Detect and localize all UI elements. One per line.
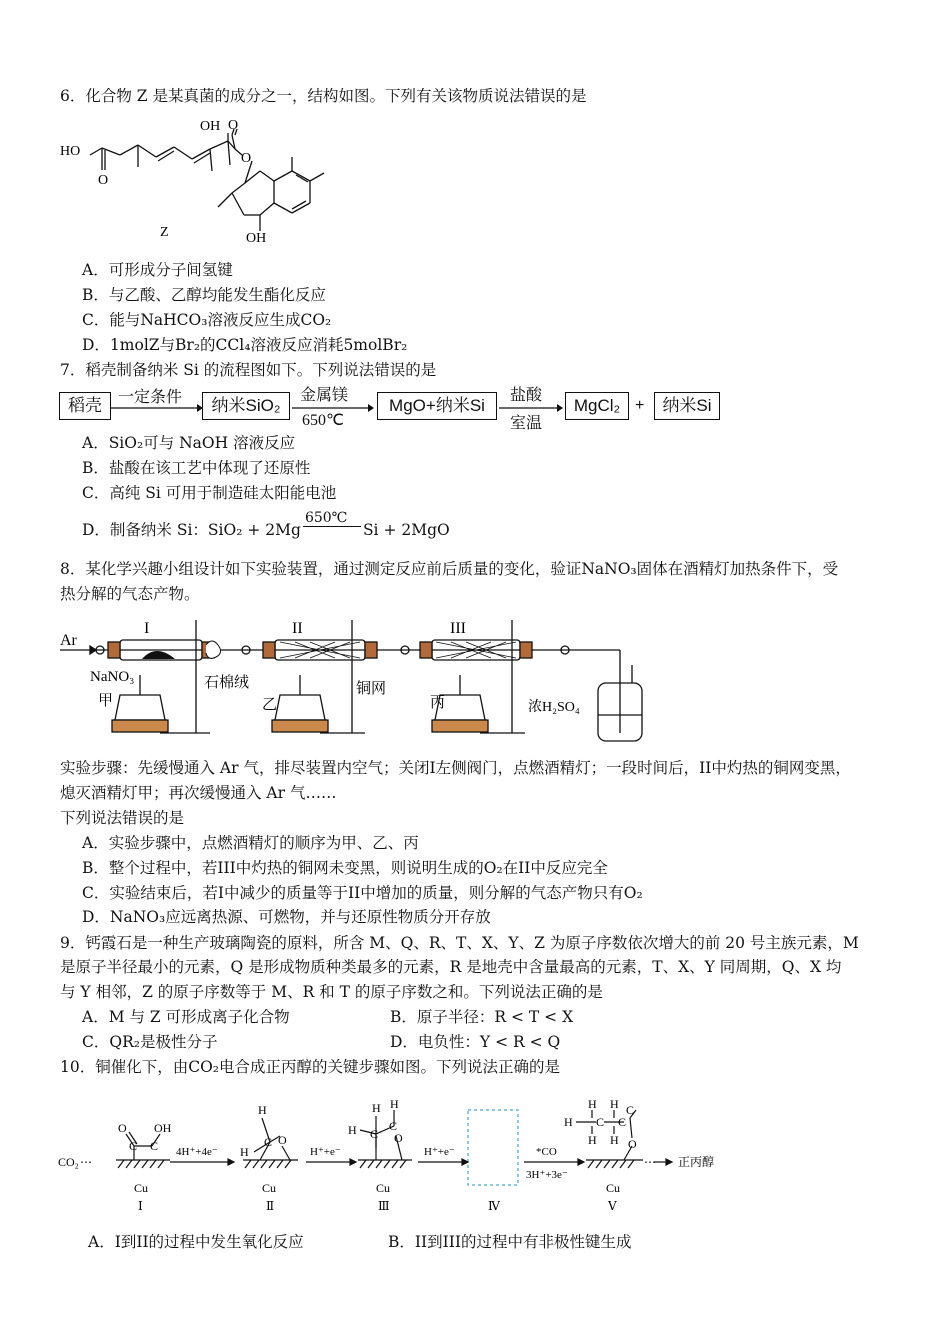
q7-option-d-condition: 650℃ bbox=[304, 510, 348, 526]
atom-ii-c: C bbox=[264, 1135, 273, 1149]
q8-stem-line1: 8．某化学兴趣小组设计如下实验装置，通过测定反应前后质量的变化，验证NaNO₃固体在酒精灯加热条件下，受 bbox=[60, 560, 839, 578]
apparatus-ar: Ar bbox=[60, 632, 77, 649]
flow-arrow2-top: 金属镁 bbox=[300, 387, 349, 404]
scheme-arrow4-bot: 3H⁺+3e⁻ bbox=[526, 1169, 568, 1181]
q9-line2: 是原子半径最小的元素，Q 是形成物质种类最多的元素，R 是地壳中含量最高的元素，T、X、Y 同周期，Q、X 均 bbox=[60, 958, 842, 976]
scheme-arrow2: H⁺+e⁻ bbox=[310, 1146, 341, 1158]
apparatus-mesh: 铜网 bbox=[356, 681, 387, 697]
q7-stem: 7．稻壳制备纳米 Si 的流程图如下。下列说法错误的是 bbox=[60, 361, 437, 379]
apparatus-asbestos: 石棉绒 bbox=[204, 675, 250, 691]
q9-line3: 与 Y 相邻，Z 的原子序数等于 M、R 和 T 的原子序数之和。下列说法正确的是 bbox=[60, 983, 603, 1001]
q6-option-a: A．可形成分子间氢键 bbox=[82, 261, 233, 279]
apparatus-iii: III bbox=[450, 620, 466, 637]
scheme-arrow4-top: *CO bbox=[536, 1146, 557, 1158]
atom-i-c1: C bbox=[129, 1139, 138, 1153]
z-o-ring: O bbox=[241, 151, 252, 166]
z-o-left: O bbox=[98, 173, 109, 188]
atom-v-c1: C bbox=[596, 1115, 605, 1129]
q6-structure-z bbox=[60, 115, 330, 245]
flow-arrow3-top: 盐酸 bbox=[510, 387, 543, 404]
atom-iii-c2: C bbox=[389, 1119, 398, 1133]
scheme-stage-1: Ⅰ bbox=[138, 1199, 143, 1213]
scheme-product: 正丙醇 bbox=[678, 1155, 715, 1169]
q10-stem: 10．铜催化下，由CO₂电合成正丙醇的关键步骤如图。下列说法正确的是 bbox=[60, 1058, 561, 1076]
apparatus-i: I bbox=[144, 620, 150, 637]
flow-arrow2-bot: 650℃ bbox=[302, 412, 344, 429]
q7-option-d bbox=[82, 510, 450, 540]
z-oh-bottom: OH bbox=[246, 231, 267, 246]
q6-stem: 6．化合物 Z 是某真菌的成分之一，结构如图。下列有关该物质说法错误的是 bbox=[60, 87, 587, 105]
q8-option-d: D．NaNO₃应远离热源、可燃物，并与还原性物质分开存放 bbox=[82, 908, 491, 926]
scheme-cu-3: Cu bbox=[376, 1181, 391, 1195]
q10-scheme bbox=[58, 1090, 738, 1220]
z-ho-left: HO bbox=[60, 144, 81, 159]
svg-text:⋯: ⋯ bbox=[80, 1155, 92, 1169]
scheme-cu-5: Cu bbox=[606, 1181, 621, 1195]
q6-option-b: B．与乙酸、乙醇均能发生酯化反应 bbox=[82, 286, 326, 304]
q10-option-a: A．I到II的过程中发生氧化反应 bbox=[88, 1233, 304, 1251]
atom-iii-h1: H bbox=[372, 1101, 381, 1115]
flow-box-rice-husk: 稻壳 bbox=[59, 392, 111, 420]
q7-option-d-prefix: D．制备纳米 Si：SiO₂ + 2Mg bbox=[82, 521, 301, 539]
q6-option-c: C．能与NaHCO₃溶液反应生成CO₂ bbox=[82, 311, 332, 329]
q8-ask: 下列说法错误的是 bbox=[60, 809, 185, 827]
atom-v-h1: H bbox=[588, 1097, 597, 1111]
atom-v-h5: H bbox=[610, 1133, 619, 1147]
flow-arrow-2 bbox=[292, 404, 372, 412]
atom-ii-h1: H bbox=[258, 1103, 267, 1117]
scheme-arrow1: 4H⁺+4e⁻ bbox=[176, 1146, 218, 1158]
q6-option-d: D．1molZ与Br₂的CCl₄溶液反应消耗5molBr₂ bbox=[82, 336, 408, 354]
apparatus-lamp-jia: 甲 bbox=[98, 693, 114, 709]
flow-arrow1-label: 一定条件 bbox=[118, 389, 183, 406]
flow-box-nano-sio2: 纳米SiO₂ bbox=[202, 392, 290, 420]
atom-v-h2: H bbox=[610, 1097, 619, 1111]
atom-v-h3: H bbox=[564, 1115, 573, 1129]
flow-box-mgcl2: MgCl₂ bbox=[565, 392, 629, 420]
scheme-co2: CO₂ bbox=[58, 1155, 79, 1169]
apparatus-ii: II bbox=[292, 620, 303, 637]
z-oh-top: OH bbox=[200, 119, 221, 134]
q8-step-line1: 实验步骤：先缓慢通入 Ar 气，排尽装置内空气；关闭I左侧阀门，点燃酒精灯；一段时间后，II中灼热的铜网变黑， bbox=[60, 759, 851, 777]
flow-arrow-1 bbox=[111, 404, 201, 412]
atom-ii-h2: H bbox=[240, 1145, 249, 1159]
atom-iii-h3: H bbox=[348, 1123, 357, 1137]
atom-v-c3: C bbox=[626, 1103, 635, 1117]
flow-box-mgo-si: MgO+纳米Si bbox=[377, 392, 497, 420]
atom-iii-o: O bbox=[394, 1131, 403, 1145]
atom-ii-o: O bbox=[278, 1133, 287, 1147]
atom-v-o: O bbox=[628, 1137, 637, 1151]
z-o-ester: O bbox=[228, 118, 239, 133]
q7-option-a: A．SiO₂可与 NaOH 溶液反应 bbox=[82, 434, 296, 452]
atom-v-c2: C bbox=[618, 1115, 627, 1129]
atom-i-o: O bbox=[118, 1121, 127, 1135]
q7-option-c: C．高纯 Si 可用于制造硅太阳能电池 bbox=[82, 484, 337, 502]
q10-option-b: B．II到III的过程中有非极性键生成 bbox=[388, 1233, 632, 1251]
apparatus-h2so4: 浓H₂SO₄ bbox=[528, 700, 580, 715]
flow-arrow-3 bbox=[499, 404, 563, 412]
q8-option-a: A．实验步骤中，点燃酒精灯的顺序为甲、乙、丙 bbox=[82, 834, 419, 852]
scheme-stage-5: Ⅴ bbox=[608, 1199, 617, 1213]
atom-iii-c1: C bbox=[370, 1127, 379, 1141]
svg-text:⋯: ⋯ bbox=[644, 1155, 656, 1169]
scheme-stage-3: Ⅲ bbox=[378, 1199, 390, 1213]
z-label: Z bbox=[160, 225, 169, 240]
q9-option-d: D．电负性：Y < R < Q bbox=[390, 1033, 561, 1051]
q8-option-b: B．整个过程中，若III中灼热的铜网未变黑，则说明生成的O₂在II中反应完全 bbox=[82, 859, 608, 877]
scheme-arrow3: H⁺+e⁻ bbox=[424, 1146, 455, 1158]
atom-i-oh: OH bbox=[154, 1121, 172, 1135]
flow-box-nano-si: 纳米Si bbox=[654, 392, 720, 420]
q9-option-c: C．QR₂是极性分子 bbox=[82, 1033, 218, 1051]
flow-arrow3-bot: 室温 bbox=[510, 415, 543, 432]
atom-v-h4: H bbox=[588, 1133, 597, 1147]
scheme-stage-2: Ⅱ bbox=[266, 1199, 275, 1213]
flow-plus: + bbox=[635, 397, 645, 414]
q9-option-a: A．M 与 Z 可形成离子化合物 bbox=[82, 1008, 290, 1026]
q8-apparatus bbox=[60, 615, 660, 745]
atom-i-c2: C bbox=[150, 1139, 159, 1153]
q9-option-b: B．原子半径：R < T < X bbox=[390, 1008, 574, 1026]
q9-line1: 9．钙霞石是一种生产玻璃陶瓷的原料，所含 M、Q、R、T、X、Y、Z 为原子序数依次增大的前 20 号主族元素，M bbox=[60, 934, 859, 952]
apparatus-nano3: NaNO₃ bbox=[90, 669, 135, 685]
q8-stem-line2: 热分解的气态产物。 bbox=[60, 585, 200, 603]
q7-option-b: B．盐酸在该工艺中体现了还原性 bbox=[82, 459, 311, 477]
apparatus-lamp-bing: 丙 bbox=[430, 695, 446, 711]
q8-step-line2: 熄灭酒精灯甲；再次缓慢通入 Ar 气…… bbox=[60, 784, 337, 802]
scheme-cu-1: Cu bbox=[134, 1181, 149, 1195]
scheme-cu-2: Cu bbox=[262, 1181, 277, 1195]
scheme-stage-4: Ⅳ bbox=[488, 1199, 500, 1213]
q8-option-c: C．实验结束后，若I中减少的质量等于II中增加的质量，则分解的气态产物只有O₂ bbox=[82, 884, 643, 902]
atom-iii-h2: H bbox=[390, 1097, 399, 1111]
apparatus-lamp-yi: 乙 bbox=[262, 697, 278, 713]
q7-option-d-suffix: Si + 2MgO bbox=[362, 521, 450, 539]
